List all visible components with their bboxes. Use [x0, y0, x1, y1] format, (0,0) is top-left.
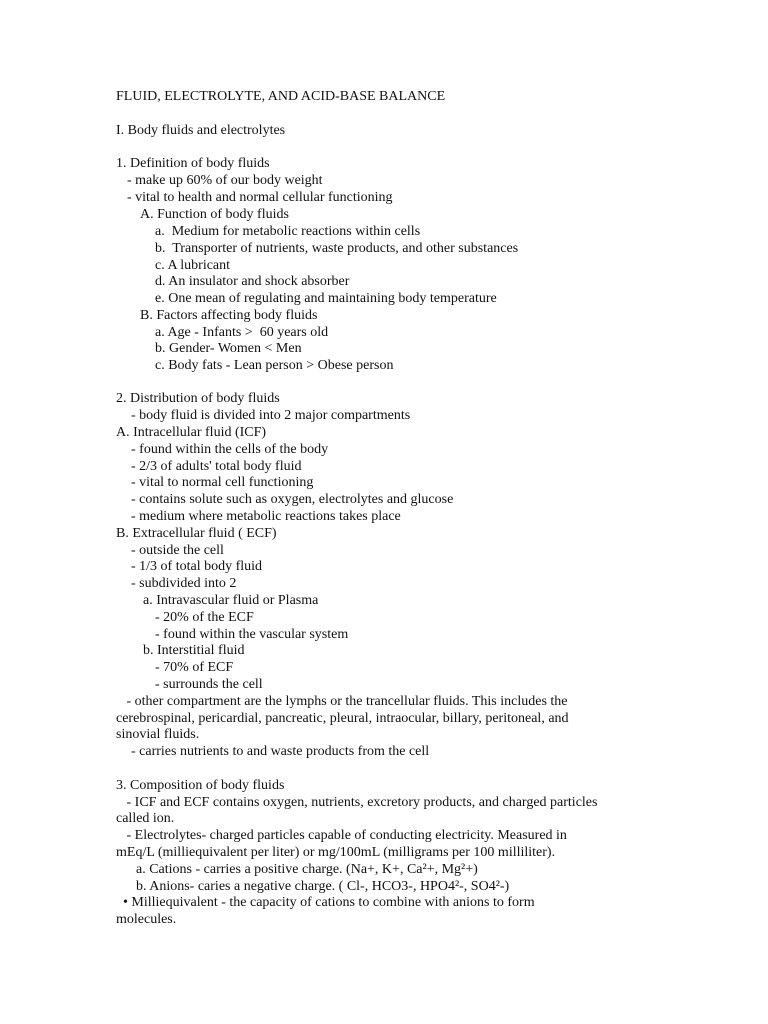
bullet-line: - found within the cells of the body	[131, 442, 329, 457]
list-item: b. Transporter of nutrients, waste products, and other substances	[155, 241, 519, 256]
bullet-line: - 2/3 of adults' total body fluid	[131, 459, 302, 474]
list-item: a. Medium for metabolic reactions within cells	[155, 224, 421, 239]
document-title: FLUID, ELECTROLYTE, AND ACID-BASE BALANCE	[116, 89, 446, 104]
paragraph-line: molecules.	[116, 912, 177, 927]
bullet-line: - surrounds the cell	[155, 677, 263, 692]
paragraph-line: - ICF and ECF contains oxygen, nutrients, excretory products, and charged particles	[116, 795, 598, 810]
list-heading: B. Extracellular fluid ( ECF)	[116, 526, 277, 541]
list-heading: A. Intracellular fluid (ICF)	[116, 425, 267, 440]
bullet-line: - 20% of the ECF	[155, 610, 254, 625]
bullet-line: - medium where metabolic reactions takes place	[131, 509, 401, 524]
list-item: b. Interstitial fluid	[143, 643, 245, 658]
paragraph-line: cerebrospinal, pericardial, pancreatic, pleural, intraocular, billary, peritoneal, and	[116, 711, 569, 726]
bullet-line: - vital to normal cell functioning	[131, 475, 314, 490]
list-item: d. An insulator and shock absorber	[155, 274, 350, 289]
bullet-line: - make up 60% of our body weight	[127, 173, 323, 188]
bullet-line: - subdivided into 2	[131, 576, 237, 591]
list-heading: B. Factors affecting body fluids	[140, 308, 318, 323]
list-heading: A. Function of body fluids	[140, 207, 289, 222]
paragraph-line: mEq/L (milliequivalent per liter) or mg/100mL (milligrams per 100 milliliter).	[116, 845, 556, 860]
paragraph-line: called ion.	[116, 811, 175, 826]
list-item: c. A lubricant	[155, 258, 231, 273]
bullet-line: - 1/3 of total body fluid	[131, 559, 263, 574]
paragraph-line: - other compartment are the lymphs or the trancellular fluids. This includes the	[116, 694, 568, 709]
bullet-line: - carries nutrients to and waste products from the cell	[131, 744, 430, 759]
subsection-heading: 1. Definition of body fluids	[116, 156, 270, 171]
paragraph-line: - Electrolytes- charged particles capable of conducting electricity. Measured in	[116, 828, 567, 843]
bullet-line: - found within the vascular system	[155, 627, 349, 642]
paragraph-line: • Milliequivalent - the capacity of cations to combine with anions to form	[116, 895, 535, 910]
bullet-line: - vital to health and normal cellular functioning	[127, 190, 393, 205]
bullet-line: - contains solute such as oxygen, electrolytes and glucose	[131, 492, 454, 507]
bullet-line: - outside the cell	[131, 543, 224, 558]
bullet-line: - body fluid is divided into 2 major compartments	[131, 408, 411, 423]
subsection-heading: 2. Distribution of body fluids	[116, 391, 280, 406]
list-item: a. Cations - carries a positive charge. (Na+, K+, Ca²+, Mg²+)	[136, 862, 478, 877]
list-item: a. Intravascular fluid or Plasma	[143, 593, 319, 608]
list-item: e. One mean of regulating and maintaining body temperature	[155, 291, 497, 306]
list-item: b. Anions- caries a negative charge. ( Cl-, HCO3-, HPO4²-, SO4²-)	[136, 879, 510, 894]
list-item: a. Age - Infants > 60 years old	[155, 325, 329, 340]
paragraph-line: sinovial fluids.	[116, 727, 200, 742]
subsection-heading: 3. Composition of body fluids	[116, 778, 285, 793]
bullet-line: - 70% of ECF	[155, 660, 234, 675]
list-item: c. Body fats - Lean person > Obese person	[155, 358, 394, 373]
list-item: b. Gender- Women < Men	[155, 341, 302, 356]
section-heading: I. Body fluids and electrolytes	[116, 123, 286, 138]
